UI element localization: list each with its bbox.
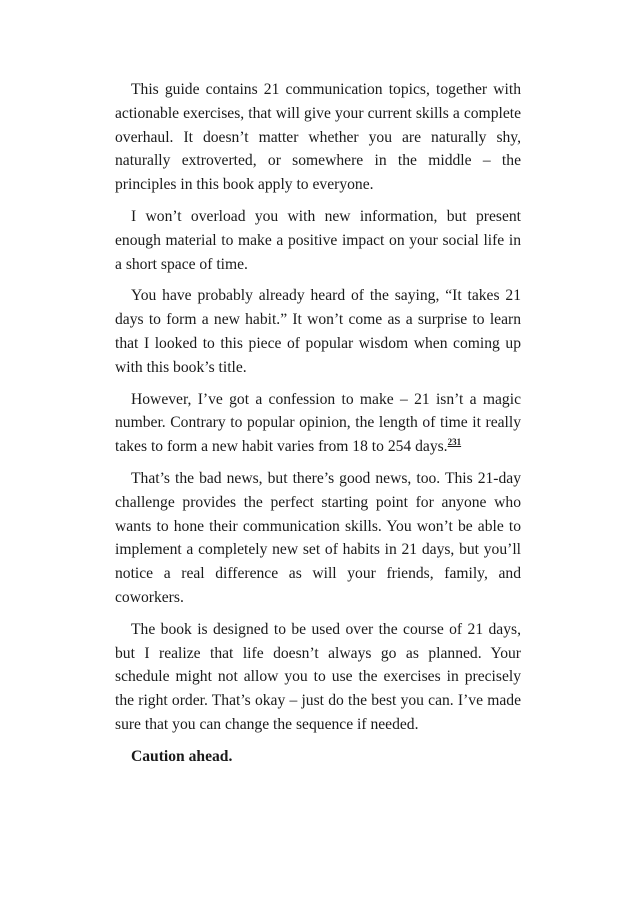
paragraph-text: You have probably already heard of the saying, “It takes 21 days to form a new habit.” It won’t come as a surprise to learn that I looked to this piece of popular wisdom when coming up with this book’s title. bbox=[115, 287, 521, 376]
paragraph-text: This guide contains 21 communication topics, together with actionable exercises, that will give your current skills a complete overhaul. It doesn’t matter whether you are naturally shy, naturally extroverted, or somewhere in the middle – the principles in this book apply to everyone. bbox=[115, 81, 521, 194]
paragraph bbox=[115, 388, 521, 459]
section-heading-text: Caution ahead. bbox=[131, 747, 233, 765]
paragraph-text: I won’t overload you with new information, but present enough material to make a positive impact on your social life in a short space of time. bbox=[115, 207, 521, 273]
paragraph-text: That’s the bad news, but there’s good news, too. This 21-day challenge provides the perfect starting point for anyone who wants to hone their communication skills. You won’t be able to implement a completely new set of habits in 21 days, but you’ll notice a real difference as will your friends, family, and coworkers. bbox=[115, 469, 521, 606]
paragraph bbox=[115, 78, 521, 197]
paragraph bbox=[115, 284, 521, 379]
paragraph bbox=[115, 467, 521, 610]
paragraph-text: However, I’ve got a confession to make – 21 isn’t a magic number. Contrary to popular opinion, the length of time it really takes to form a new habit varies from 18 to 254 days. bbox=[115, 390, 521, 456]
body-text bbox=[115, 78, 521, 777]
footnote-link[interactable]: 231 bbox=[447, 437, 462, 448]
paragraph bbox=[115, 618, 521, 737]
paragraph bbox=[115, 205, 521, 276]
section-heading bbox=[115, 745, 521, 769]
paragraph-text: The book is designed to be used over the course of 21 days, but I realize that life doesn’t always go as planned. Your schedule might not allow you to use the exercises in precisely the right order. That’s okay – just do the best you can. I’ve made sure that you can change the sequence if needed. bbox=[115, 620, 521, 733]
